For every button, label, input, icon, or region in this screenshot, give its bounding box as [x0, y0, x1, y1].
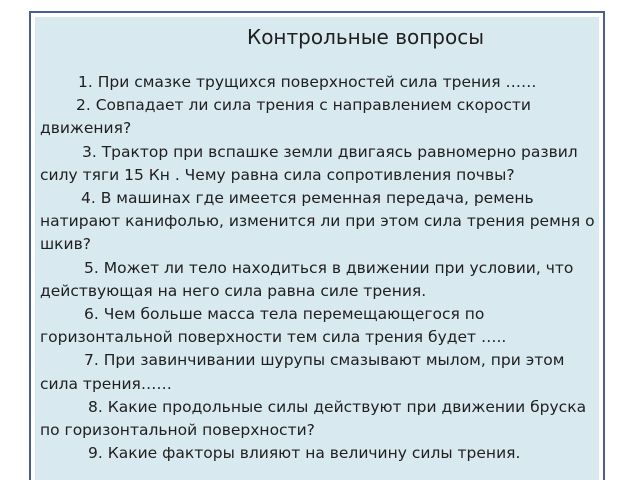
- question-1: 1. При смазке трущихся поверхностей сила трения ……: [78, 73, 537, 91]
- content-panel: [35, 17, 599, 480]
- question-8: 8. Какие продольные силы действуют при движении бруска по горизонтальной поверхности?: [40, 397, 587, 440]
- question-4: 4. В машинах где имеется ременная передача, ремень натирают канифолью, изменится ли при этом сила трения ремня о шкив?: [40, 189, 595, 254]
- page-title: Контрольные вопросы: [247, 25, 485, 49]
- question-6: 6. Чем больше масса тела перемещающегося по горизонтальной поверхности тем сила трения будет …..: [40, 305, 507, 347]
- slide-frame: [29, 11, 605, 480]
- questions-list: [40, 71, 599, 465]
- question-7: 7. При завинчивании шурупы смазывают мылом, при этом сила трения……: [40, 351, 565, 393]
- question-3: 3. Трактор при вспашке земли двигаясь равномерно развил силу тяги 15 Кн . Чему равна сила сопротивления почвы?: [40, 142, 578, 184]
- question-2: 2. Совпадает ли сила трения с направлением скорости движения?: [40, 96, 532, 138]
- question-5: 5. Может ли тело находиться в движении при условии, что действующая на него сила равна силе трения.: [40, 258, 574, 300]
- question-9: 9. Какие факторы влияют на величину силы трения.: [88, 444, 521, 463]
